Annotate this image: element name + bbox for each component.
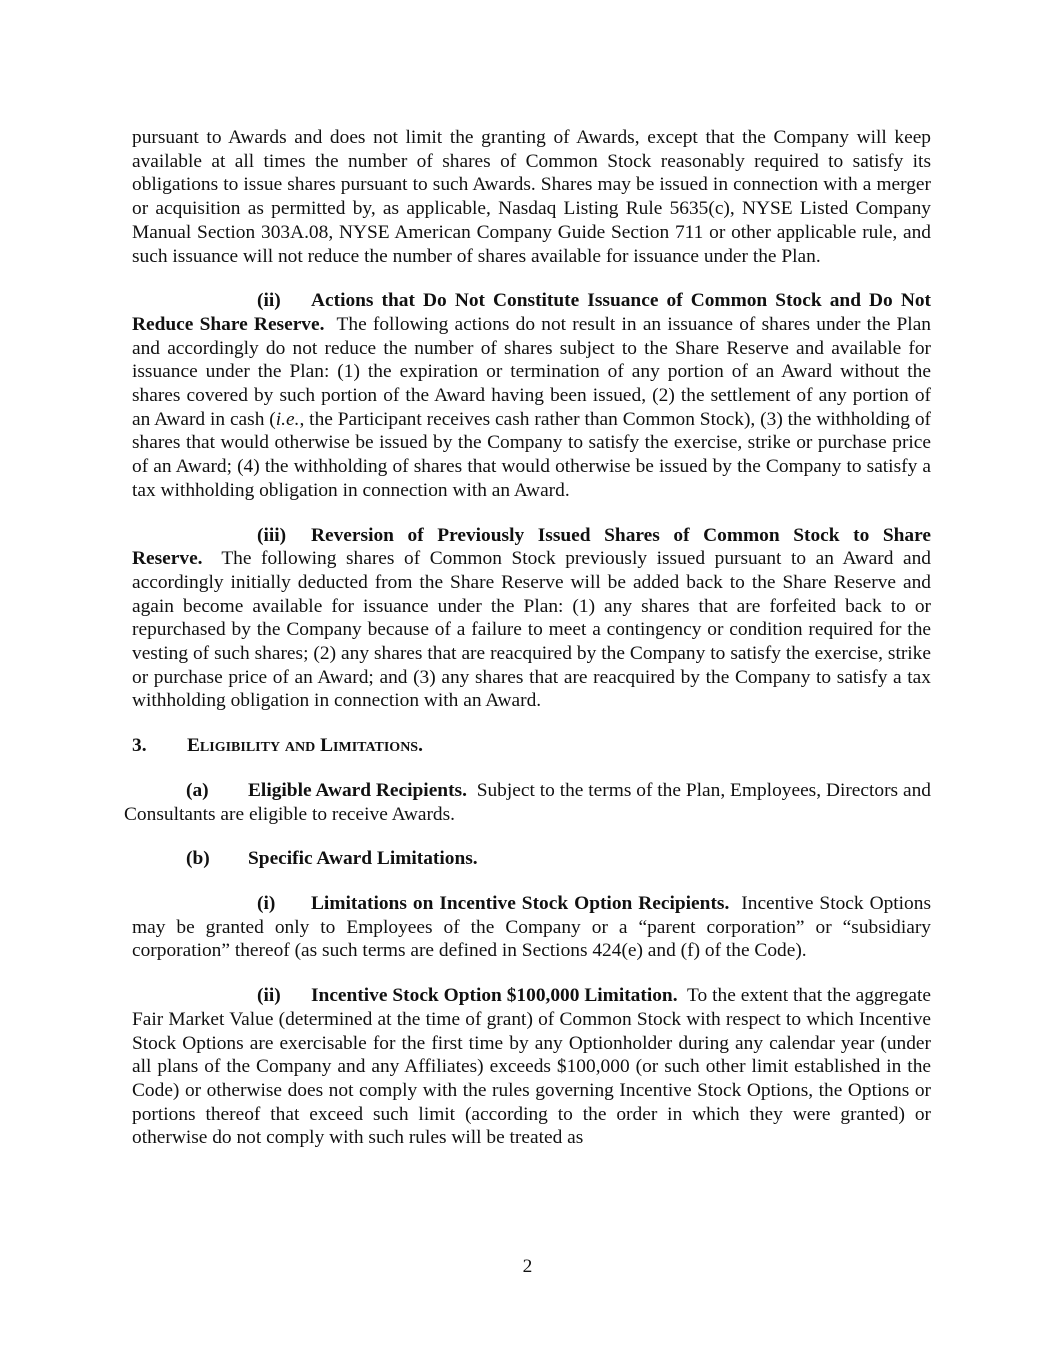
item-b-ii-text: To the extent that the aggregate Fair Market Value (determined at the time of grant) of Common Stock with respect to which Incentive Stock Options are exercisable for the first time by any Optionholder during any calendar year (under all plans of the Company and any Affiliates) exceeds $100,000 (or such other limit established in the Code) or otherwise does not comply with the rules governing Incentive Stock Options, the Options or portions thereof that exceed such limit (according to the order in which they were granted) or otherwise do not comply with such rules will be treated as: [132, 985, 931, 1149]
paragraph-item-b-i: [132, 892, 931, 963]
paragraph-item-iii: [132, 524, 931, 714]
item-ii-text-before: The following actions do not result in an issuance of shares under the Plan and accordingly do not reduce the number of shares subject to the Share Reserve and available for issuance under the Plan: (1) the expiration or termination of any portion of an Award without the shares covered by such portion of the Award having been issued, (2) the settlement of any portion of an Award in cash (: [132, 313, 931, 430]
section-3-heading: [132, 734, 931, 758]
item-b-heading: Specific Award Limitations.: [248, 848, 478, 870]
item-b-i-heading: Limitations on Incentive Stock Option Recipients.: [311, 892, 730, 914]
page-number: 2: [522, 1256, 533, 1277]
continuation-text: pursuant to Awards and does not limit the granting of Awards, except that the Company will keep available at all times the number of shares of Common Stock reasonably required to satisfy its obligations to issue shares pursuant to such Awards. Shares may be issued in connection with a merger or acquisition as permitted by, as applicable, Nasdaq Listing Rule 5635(c), NYSE Listed Company Manual Section 303A.08, NYSE American Company Guide Section 711 or other applicable rule, and such issuance will not reduce the number of shares available for issuance under the Plan.: [132, 127, 931, 267]
item-b-ii-label: (ii): [257, 985, 281, 1007]
item-b-i-label: (i): [257, 892, 276, 914]
item-iii-text: The following shares of Common Stock previously issued pursuant to an Award and accordingly initially deducted from the Share Reserve will be added back to the Share Reserve and again become available for issuance under the Plan: (1) any shares that are forfeited back to or repurchased by the Company because of a failure to meet a contingency or condition required for the vesting of such shares; (2) any shares that are reacquired by the Company to satisfy the exercise, strike or purchase price of an Award; and (3) any shares that are reacquired by the Company to satisfy a tax withholding obligation in connection with an Award.: [132, 548, 931, 712]
section-3-number: 3.: [132, 735, 147, 757]
paragraph-item-a: [124, 779, 931, 826]
item-ii-text-after: , the Participant receives cash rather than Common Stock), (3) the withholding of shares that would otherwise be issued by the Company to satisfy the exercise, strike or purchase price of an Award; (4) the withholding of shares that would otherwise be issued by the Company to satisfy a tax withholding obligation in connection with an Award.: [132, 408, 931, 501]
item-a-label: (a): [186, 779, 209, 801]
paragraph-item-b: [124, 847, 931, 871]
item-a-text: Subject to the terms of the Plan, Employees, Directors and Consultants are eligible to receive Awards.: [124, 779, 931, 825]
item-b-label: (b): [186, 848, 210, 870]
item-b-ii-heading: Incentive Stock Option $100,000 Limitation.: [311, 985, 678, 1007]
item-ii-heading: Actions that Do Not Constitute Issuance of Common Stock and Do Not Reduce Share Reserve.: [132, 290, 931, 335]
item-ii-label: (ii): [257, 290, 281, 312]
item-a-heading: Eligible Award Recipients.: [248, 779, 467, 801]
item-iii-label: (iii): [257, 524, 287, 546]
item-ii-ie: i.e.: [275, 408, 300, 430]
item-b-i-text: Incentive Stock Options may be granted only to Employees of the Company or a “parent corporation” or “subsidiary corporation” thereof (as such terms are defined in Sections 424(e) and (f) of the Code).: [132, 892, 931, 962]
continuation-paragraph: [132, 126, 931, 268]
paragraph-item-b-ii: [132, 984, 931, 1150]
document-body: [124, 126, 931, 1150]
section-3-title: Eligibility and Limitations.: [187, 735, 423, 757]
item-iii-heading: Reversion of Previously Issued Shares of Common Stock to Share Reserve.: [132, 524, 931, 570]
paragraph-item-ii: [132, 289, 931, 502]
